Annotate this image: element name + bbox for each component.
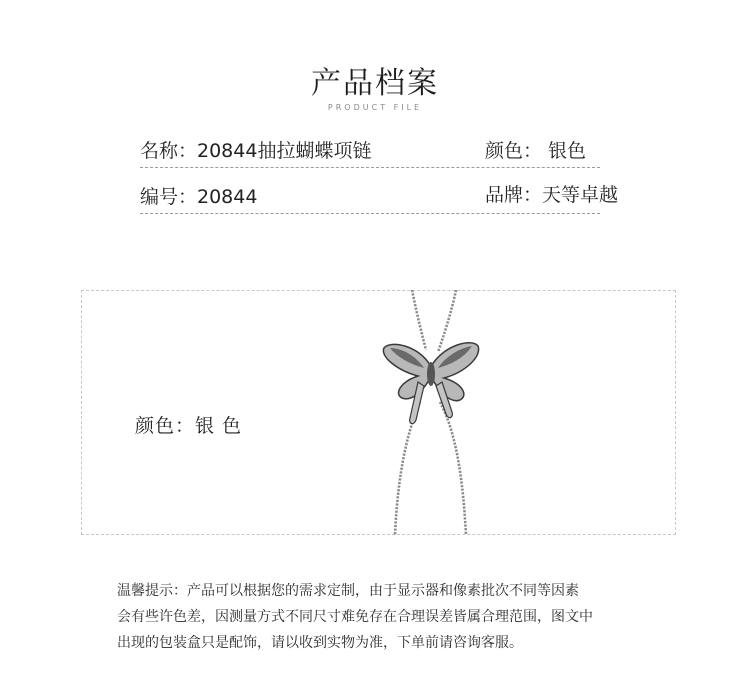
panel-color-label: 颜色：银 色 <box>135 415 243 437</box>
notice-line-3: 出现的包装盒只是配饰，请以收到实物为准，下单前请咨询客服。 <box>117 635 523 651</box>
product-color: 颜色： 银色 <box>485 140 587 162</box>
divider-line-2 <box>140 213 600 214</box>
page-title: 产品档案 <box>311 66 439 101</box>
divider-line-1 <box>140 167 600 168</box>
notice-block <box>117 578 677 656</box>
product-name: 名称：20844抽拉蝴蝶项链 <box>140 140 372 162</box>
product-code: 编号：20844 <box>140 186 258 208</box>
notice-line-1: 温馨提示：产品可以根据您的需求定制，由于显示器和像素批次不同等因素 <box>117 583 579 599</box>
notice-line-2: 会有些许色差，因测量方式不同尺寸难免存在合理误差皆属合理范围，图文中 <box>117 609 593 625</box>
page-subtitle: PRODUCT FILE <box>327 103 423 112</box>
product-brand: 品牌：天等卓越 <box>485 184 619 206</box>
butterfly-necklace-icon <box>360 290 500 539</box>
